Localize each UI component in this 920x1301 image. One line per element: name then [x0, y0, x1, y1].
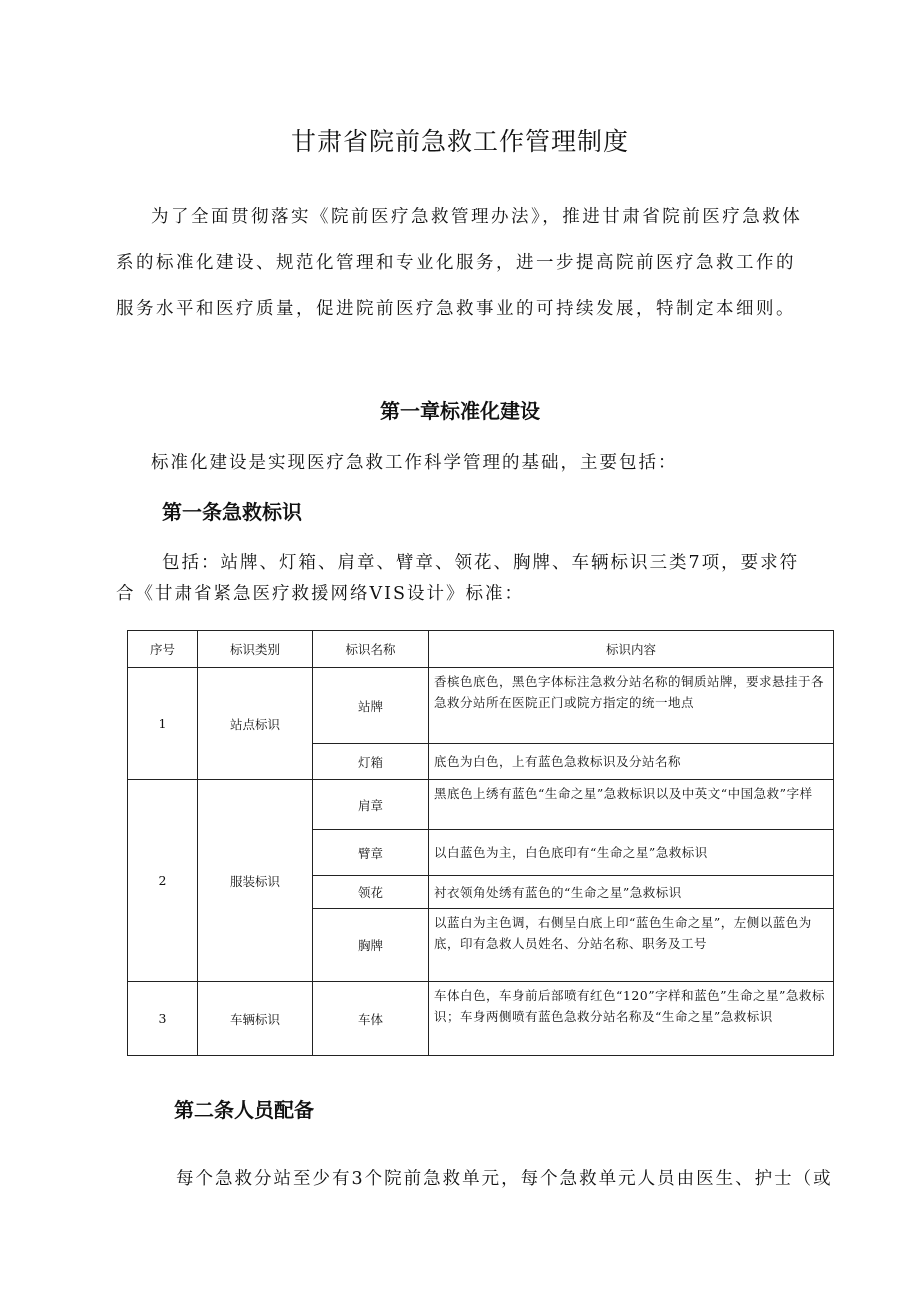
page-title: 甘肃省院前急救工作管理制度	[290, 127, 629, 156]
row-sign-name: 臂章	[313, 830, 429, 876]
row-sign-content: 车体白色，车身前后部喷有红色“120”字样和蓝色”生命之星”急救标识；车身两侧喷有蓝色急救分站名称及“生命之星”急救标识	[429, 982, 834, 1056]
row-sign-content: 黑底色上绣有蓝色“生命之星”急救标识以及中英文“中国急救”字样	[429, 780, 834, 830]
row-sign-content: 底色为白色，上有蓝色急救标识及分站名称	[429, 744, 834, 780]
chapter-lead: 标准化建设是实现医疗急救工作科学管理的基础，主要包括：	[151, 453, 678, 473]
header-content: 标识内容	[429, 631, 834, 668]
article-1-title: 第一条急救标识	[162, 500, 302, 524]
header-name: 标识名称	[313, 631, 429, 668]
table-header-row	[128, 631, 834, 668]
row-sign-content: 以蓝白为主色调，右侧呈白底上印“蓝色生命之星”，左侧以蓝色为底，印有急救人员姓名、分站名称、职务及工号	[429, 909, 834, 982]
row-no: 3	[128, 982, 198, 1056]
row-sign-content: 香槟色底色，黑色字体标注急救分站名称的铜质站牌，要求悬挂于各急救分站所在医院正门或院方指定的统一地点	[429, 668, 834, 744]
row-sign-name: 车体	[313, 982, 429, 1056]
row-sign-content: 以白蓝色为主，白色底印有“生命之星”急救标识	[429, 830, 834, 876]
article-2-body: 每个急救分站至少有3个院前急救单元，每个急救单元人员由医生、护士（或	[176, 1169, 833, 1189]
sign-table	[127, 630, 834, 1056]
intro-paragraph: 为了全面贯彻落实《院前医疗急救管理办法》，推进甘肃省院前医疗急救体系的标准化建设、规范化管理和专业化服务，进一步提高院前医疗急救工作的服务水平和医疗质量，促进院前医疗急救事业的可持续发展，特制定本细则。	[116, 207, 803, 319]
row-category: 车辆标识	[198, 982, 313, 1056]
article-2-title: 第二条人员配备	[174, 1098, 314, 1122]
row-sign-name: 领花	[313, 876, 429, 909]
table-row	[128, 668, 834, 744]
row-sign-name: 站牌	[313, 668, 429, 744]
row-category: 站点标识	[198, 668, 313, 780]
row-sign-content: 衬衣领角处绣有蓝色的“生命之星”急救标识	[429, 876, 834, 909]
row-sign-name: 灯箱	[313, 744, 429, 780]
row-no: 1	[128, 668, 198, 780]
row-sign-name: 胸牌	[313, 909, 429, 982]
article-1-body-line1: 包括：站牌、灯箱、肩章、臂章、领花、胸牌、车辆标识三类7项，要求符	[162, 553, 800, 573]
table-row	[128, 780, 834, 830]
row-category: 服装标识	[198, 780, 313, 982]
header-category: 标识类别	[198, 631, 313, 668]
header-no: 序号	[128, 631, 198, 668]
row-sign-name: 肩章	[313, 780, 429, 830]
chapter-title: 第一章标准化建设	[380, 399, 540, 423]
article-1-body-line2: 合《甘肃省紧急医疗救援网络VIS设计》标准：	[116, 584, 525, 604]
row-no: 2	[128, 780, 198, 982]
table-row	[128, 982, 834, 1056]
